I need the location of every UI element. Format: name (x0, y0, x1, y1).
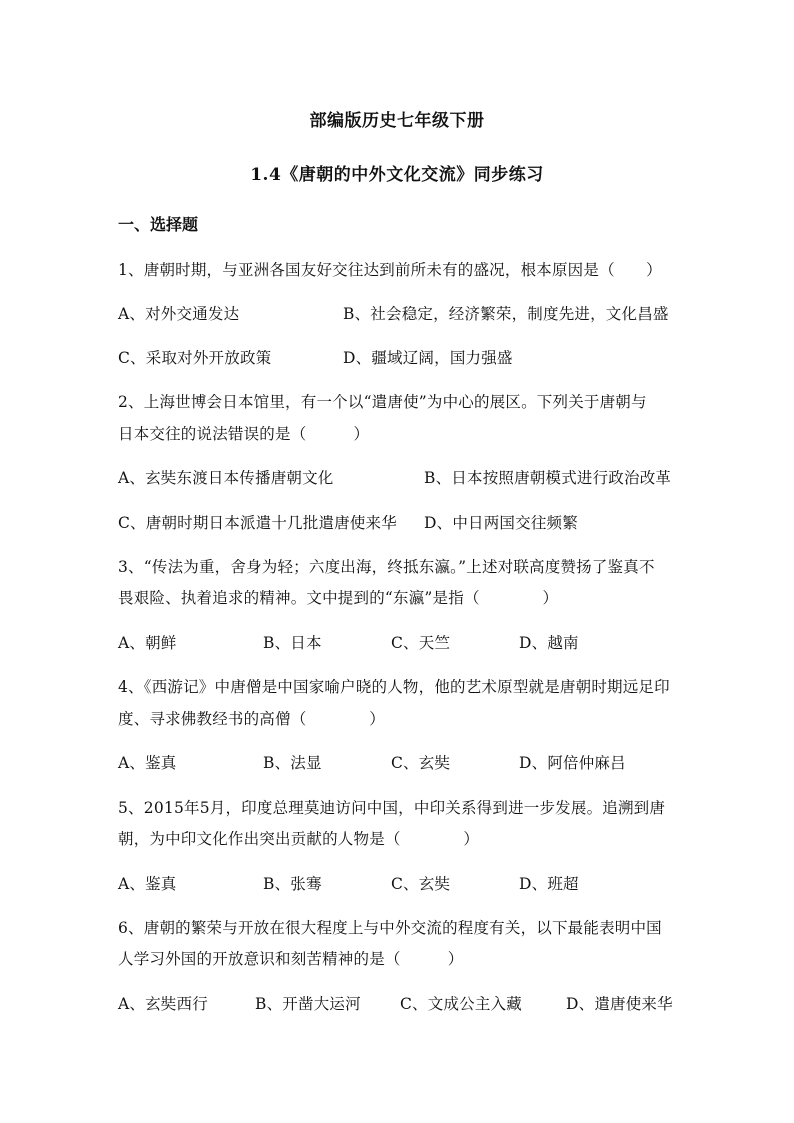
question-5-option-b: B、张骞 (263, 875, 322, 893)
document-subtitle: 1.4《唐朝的中外文化交流》同步练习 (250, 165, 544, 185)
question-1-option-a: A、对外交通发达 (118, 305, 240, 323)
question-3-option-b: B、日本 (263, 634, 322, 652)
question-2-text-line-2: 日本交往的说法错误的是（ ） (118, 425, 370, 443)
question-1-option-c: C、采取对外开放政策 (118, 349, 272, 367)
question-6-option-d: D、遣唐使来华 (566, 995, 673, 1013)
question-6-option-c: C、文成公主入藏 (400, 995, 522, 1013)
question-2-option-c: C、唐朝时期日本派遣十几批遣唐使来华 (118, 514, 397, 532)
question-4-text-line-1: 4、《西游记》中唐僧是中国家喻户晓的人物，他的艺术原型就是唐朝时期远足印 (118, 678, 670, 696)
question-3-text-line-2: 畏艰险、执着追求的精神。文中提到的“东瀛”是指（ ） (118, 589, 559, 607)
question-6-option-b: B、开凿大运河 (255, 995, 361, 1013)
question-6-text-line-1: 6、唐朝的繁荣与开放在很大程度上与中外交流的程度有关，以下最能表明中国 (118, 919, 662, 937)
question-6-option-a: A、玄奘西行 (118, 995, 208, 1013)
question-3-option-a: A、朝鲜 (118, 634, 177, 652)
question-1-text: 1、唐朝时期，与亚洲各国友好交往达到前所未有的盛况，根本原因是（ ） (118, 261, 662, 279)
question-4-option-a: A、鉴真 (118, 754, 177, 772)
question-3-option-c: C、天竺 (391, 634, 451, 652)
question-5-option-a: A、鉴真 (118, 875, 177, 893)
question-6-text-line-2: 人学习外国的开放意识和刻苦精神的是（ ） (118, 950, 464, 968)
question-1-option-b: B、社会稳定，经济繁荣，制度先进，文化昌盛 (343, 305, 669, 323)
question-4-option-b: B、法显 (263, 754, 322, 772)
question-5-option-c: C、玄奘 (391, 875, 451, 893)
question-2-text-line-1: 2、上海世博会日本馆里，有一个以“遣唐使”为中心的展区。下列关于唐朝与 (118, 393, 647, 411)
question-4-option-c: C、玄奘 (391, 754, 451, 772)
question-4-text-line-2: 度、寻求佛教经书的高僧（ ） (118, 710, 385, 728)
question-3-text-line-1: 3、“传法为重，舍身为轻；六度出海，终抵东瀛。”上述对联高度赞扬了鉴真不 (118, 558, 655, 576)
question-3-option-d: D、越南 (519, 634, 579, 652)
section-heading: 一、选择题 (118, 215, 199, 234)
document-title: 部编版历史七年级下册 (309, 111, 485, 131)
question-5-text-line-2: 朝，为中印文化作出突出贡献的人物是（ ） (118, 830, 480, 848)
question-2-option-a: A、玄奘东渡日本传播唐朝文化 (118, 469, 334, 487)
question-1-option-d: D、疆域辽阔，国力强盛 (343, 349, 513, 367)
question-2-option-d: D、中日两国交往频繁 (424, 514, 578, 532)
question-2-option-b: B、日本按照唐朝模式进行政治改革 (424, 469, 672, 487)
question-4-option-d: D、阿倍仲麻吕 (519, 754, 626, 772)
question-5-option-d: D、班超 (519, 875, 579, 893)
question-5-text-line-1: 5、2015年5月，印度总理莫迪访问中国，中印关系得到进一步发展。追溯到唐 (118, 799, 666, 817)
